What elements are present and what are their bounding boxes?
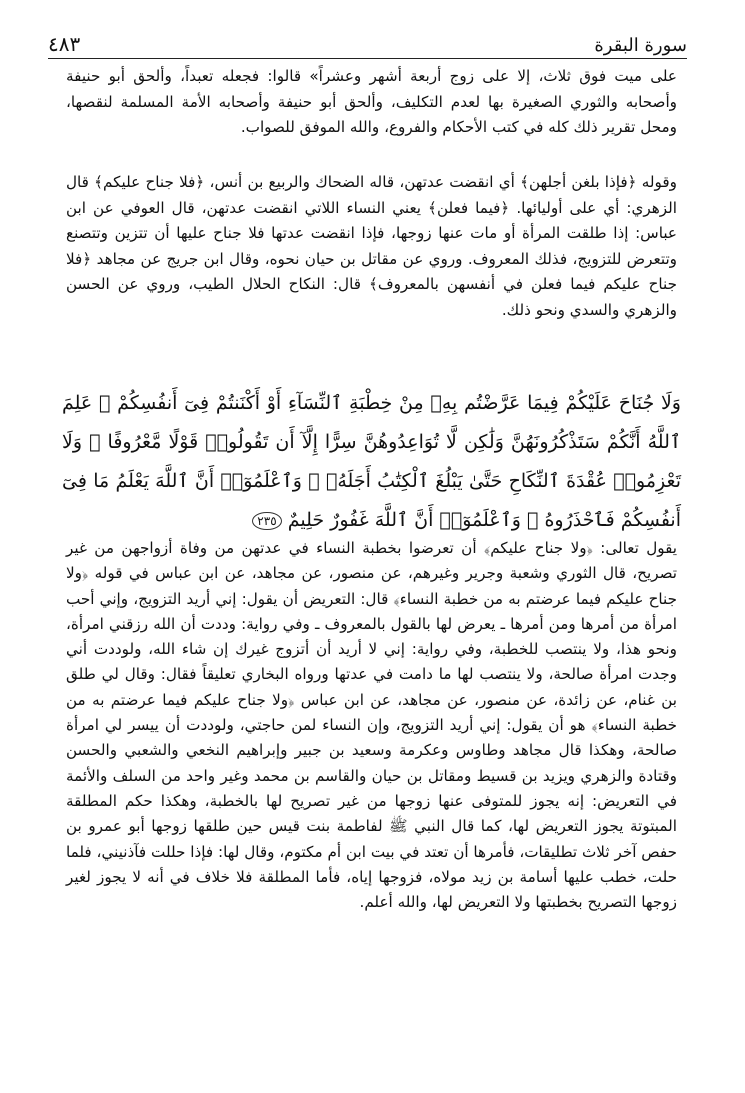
paragraph-2: وقوله ﴿فإذا بلغن أجلهن﴾ أي انقضت عدتهن، قاله الضحاك والربيع بن أنس، ﴿فلا جناح عليكم﴾ قال الزهري: أي على أوليائها. ﴿فيما فعلن﴾ يعني النساء اللاتي انقضت عدتهن، قال العوفي عن ابن عباس: إذا طلقت المرأة أو مات عنها زوجها، فإذا انقضت عدتها فلا جناح عليها أن تتزين وتتصنع وتتعرض للتزويج، فذلك المعروف. وروي عن مقاتل بن حيان نحوه، وقال ابن جريج عن مجاهد ﴿فلا جناح عليكم فيما فعلن في أنفسهن بالمعروف﴾ قال: النكاح الحلال الطيب، وروي عن الحسن والزهري والسدي ونحو ذلك. bbox=[66, 173, 677, 319]
paragraph-3: يقول تعالى: ﴿ولا جناح عليكم﴾ أن تعرضوا بخطبة النساء في عدتهن من وفاة أزواجهن من غير تصريح، قال الثوري وشعبة وجرير وغيرهم، عن منصور، عن مجاهد، عن ابن عباس في قوله ﴿ولا جناح عليكم فيما عرضتم به من خطبة النساء﴾ قال: التعريض أن يقول: إني أريد التزويج، وإني أحب امرأة من أمرها ومن أمرها ـ يعرض لها بالقول بالمعروف ـ وفي رواية: وددت أن الله رزقني امرأة، ونحو هذا، ولا ينتصب للخطبة، وفي رواية: إني لا أريد أن أتزوج غيرك إن شاء الله، ولوددت أني وجدت امرأة صالحة، ولا ينتصب لها ما دامت في عدتها ورواه البخاري تعليقاً فقال: وقال لي طلق بن غنام، عن زائدة، عن منصور، عن مجاهد، عن ابن عباس ﴿ولا جناح عليكم فيما عرضتم به من خطبة النساء﴾ هو أن يقول: إني أريد التزويج، وإن النساء لمن حاجتي، ولوددت أن ييسر لي امرأة صالحة، وهكذا قال مجاهد وطاوس وعكرمة وسعيد بن جبير وإبراهيم النخعي والشعبي والحسن وقتادة والزهري ويزيد بن قسيط ومقاتل بن حيان والقاسم بن محمد وغير واحد من السلف والأئمة في التعريض: إنه يجوز للمتوفى عنها زوجها من غير تصريح لها بالخطبة، وهكذا حكم المطلقة المبتوتة يجوز التعريض لها، كما قال النبي ﷺ لفاطمة بنت قيس حين طلقها زوجها أبو عمرو بن حفص آخر ثلاث تطليقات، فأمرها أن تعتد في بيت ابن أم مكتوم، وقال لها: فإذا حللت فآذنيني، فلما حلت، خطب عليها أسامة بن زيد مولاه، فزوجها إياه، فأما المطلقة فلا خلاف في أنه لا يجوز لغير زوجها التصريح بخطبتها ولا التعريض لها، والله أعلم. bbox=[66, 539, 677, 912]
verse-text: وَلَا جُنَاحَ عَلَيْكُمْ فِيمَا عَرَّضْتُم بِهِۦ مِنْ خِطْبَةِ ٱلنِّسَآءِ أَوْ أَكْنَنتُمْ فِىٓ أَنفُسِكُمْ ۚ عَلِمَ ٱللَّهُ أَنَّكُمْ سَتَذْكُرُونَهُنَّ وَلَٰكِن لَّا تُوَاعِدُوهُنَّ سِرًّا إِلَّآ أَن تَقُولُوا۟ قَوْلًا مَّعْرُوفًا ۚ وَلَا تَعْزِمُوا۟ عُقْدَةَ ٱلنِّكَاحِ حَتَّىٰ يَبْلُغَ ٱلْكِتَٰبُ أَجَلَهُۥ ۚ وَٱعْلَمُوٓا۟ أَنَّ ٱللَّهَ يَعْلَمُ مَا فِىٓ أَنفُسِكُمْ فَٱحْذَرُوهُ ۚ وَٱعْلَمُوٓا۟ أَنَّ ٱللَّهَ غَفُورٌ حَلِيمٌ bbox=[62, 392, 681, 531]
header-divider bbox=[48, 58, 687, 59]
surah-title: سورة البقرة bbox=[594, 35, 687, 56]
page-header bbox=[48, 30, 687, 56]
quran-verse bbox=[62, 384, 681, 540]
verse-number-marker: ٢٣٥ bbox=[252, 512, 281, 530]
paragraph-1: على ميت فوق ثلاث، إلا على زوج أربعة أشهر وعشراً» قالوا: فجعله تعبداً، وألحق أبو حنيفة وأصحابه والثوري الصغيرة بها لعدم التكليف، وألحق أبو حنيفة وأصحابه الأمة المسلمة لنقصها، ومحل تقرير ذلك كله في كتب الأحكام والفروع، والله الموفق للصواب. bbox=[66, 67, 677, 136]
page-number: ٤٨٣ bbox=[48, 32, 81, 56]
